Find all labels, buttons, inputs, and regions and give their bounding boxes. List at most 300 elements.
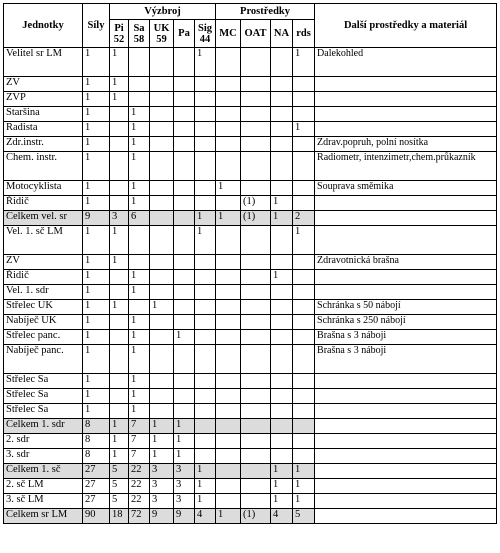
cell-pa: 9	[174, 509, 195, 524]
cell-oat: (1)	[241, 509, 271, 524]
cell-name: ZV	[4, 255, 83, 270]
cell-sa: 1	[129, 285, 150, 300]
table-row	[4, 137, 497, 152]
cell-pi: 1	[110, 226, 129, 255]
cell-pa	[174, 181, 195, 196]
cell-extra	[315, 107, 497, 122]
cell-uk	[150, 152, 174, 181]
header-na: NA	[271, 20, 293, 48]
cell-sa: 1	[129, 315, 150, 330]
cell-extra	[315, 464, 497, 479]
cell-rds	[293, 315, 315, 330]
total-row	[4, 509, 497, 524]
cell-sa: 7	[129, 449, 150, 464]
cell-extra	[315, 404, 497, 419]
cell-sily: 1	[83, 152, 110, 181]
cell-na	[271, 92, 293, 107]
header-oat: OAT	[241, 20, 271, 48]
cell-sig: 1	[195, 464, 216, 479]
cell-uk	[150, 107, 174, 122]
cell-pa	[174, 255, 195, 270]
cell-sily: 8	[83, 449, 110, 464]
cell-uk	[150, 196, 174, 211]
cell-sily: 1	[83, 285, 110, 300]
cell-mc	[216, 315, 241, 330]
table-row	[4, 152, 497, 181]
cell-mc	[216, 300, 241, 315]
cell-na	[271, 107, 293, 122]
cell-sa	[129, 300, 150, 315]
cell-name: Řidič	[4, 270, 83, 285]
cell-name: 3. sč LM	[4, 494, 83, 509]
cell-extra	[315, 389, 497, 404]
cell-na	[271, 152, 293, 181]
cell-pa	[174, 270, 195, 285]
cell-na	[271, 285, 293, 300]
cell-oat	[241, 464, 271, 479]
cell-name: Celkem 1. sč	[4, 464, 83, 479]
cell-pa: 1	[174, 419, 195, 434]
cell-sig	[195, 285, 216, 300]
table-row	[4, 270, 497, 285]
cell-sa: 7	[129, 434, 150, 449]
cell-mc: 1	[216, 211, 241, 226]
cell-name: Staršina	[4, 107, 83, 122]
cell-name: Střelec panc.	[4, 330, 83, 345]
cell-uk: 9	[150, 509, 174, 524]
cell-uk	[150, 404, 174, 419]
table-row	[4, 107, 497, 122]
cell-name: Chem. instr.	[4, 152, 83, 181]
cell-uk	[150, 137, 174, 152]
cell-sa	[129, 226, 150, 255]
cell-sily: 1	[83, 48, 110, 77]
cell-sa: 1	[129, 137, 150, 152]
cell-oat	[241, 226, 271, 255]
cell-oat	[241, 479, 271, 494]
cell-pi	[110, 137, 129, 152]
cell-na	[271, 137, 293, 152]
cell-na	[271, 434, 293, 449]
cell-mc	[216, 77, 241, 92]
cell-pi: 18	[110, 509, 129, 524]
cell-sily: 1	[83, 181, 110, 196]
table-row	[4, 300, 497, 315]
cell-extra	[315, 449, 497, 464]
cell-na	[271, 449, 293, 464]
cell-sily: 1	[83, 122, 110, 137]
cell-na: 1	[271, 479, 293, 494]
cell-rds: 1	[293, 494, 315, 509]
cell-sily: 8	[83, 434, 110, 449]
cell-na: 1	[271, 494, 293, 509]
cell-name: Střelec Sa	[4, 389, 83, 404]
table-row	[4, 479, 497, 494]
cell-na	[271, 48, 293, 77]
cell-sily: 1	[83, 255, 110, 270]
cell-rds	[293, 434, 315, 449]
cell-extra	[315, 419, 497, 434]
cell-pi: 1	[110, 48, 129, 77]
total-row	[4, 464, 497, 479]
cell-rds: 2	[293, 211, 315, 226]
cell-rds	[293, 404, 315, 419]
cell-mc	[216, 270, 241, 285]
table-row	[4, 449, 497, 464]
cell-rds: 1	[293, 464, 315, 479]
cell-pa	[174, 226, 195, 255]
cell-rds	[293, 92, 315, 107]
cell-sa: 22	[129, 494, 150, 509]
cell-sig	[195, 92, 216, 107]
cell-pi: 5	[110, 479, 129, 494]
total-row	[4, 211, 497, 226]
cell-pi: 1	[110, 419, 129, 434]
header-prostredky: Prostředky	[216, 4, 315, 20]
cell-mc	[216, 374, 241, 389]
cell-sily: 1	[83, 345, 110, 374]
cell-oat	[241, 404, 271, 419]
cell-uk	[150, 345, 174, 374]
table-row	[4, 48, 497, 77]
cell-uk	[150, 315, 174, 330]
cell-mc	[216, 330, 241, 345]
cell-rds: 5	[293, 509, 315, 524]
cell-name: Velitel sr LM	[4, 48, 83, 77]
cell-rds	[293, 330, 315, 345]
cell-pa: 3	[174, 479, 195, 494]
cell-na	[271, 404, 293, 419]
cell-extra: Brašna s 3 náboji	[315, 345, 497, 374]
cell-sily: 27	[83, 479, 110, 494]
cell-uk	[150, 181, 174, 196]
cell-oat	[241, 449, 271, 464]
cell-na	[271, 181, 293, 196]
cell-pa: 1	[174, 330, 195, 345]
table-row	[4, 330, 497, 345]
header-sa: Sa 58	[129, 20, 150, 48]
cell-oat	[241, 48, 271, 77]
table-row	[4, 374, 497, 389]
cell-name: 3. sdr	[4, 449, 83, 464]
cell-uk: 1	[150, 449, 174, 464]
cell-sily: 1	[83, 300, 110, 315]
cell-oat	[241, 389, 271, 404]
cell-sily: 1	[83, 404, 110, 419]
cell-sig	[195, 181, 216, 196]
cell-extra: Zdrav.popruh, polní nosítka	[315, 137, 497, 152]
cell-na: 1	[271, 196, 293, 211]
cell-sig	[195, 300, 216, 315]
table-row	[4, 122, 497, 137]
cell-sig: 1	[195, 494, 216, 509]
cell-rds	[293, 374, 315, 389]
cell-sa: 72	[129, 509, 150, 524]
cell-pi: 1	[110, 434, 129, 449]
cell-mc	[216, 449, 241, 464]
cell-extra	[315, 122, 497, 137]
cell-oat	[241, 181, 271, 196]
cell-na	[271, 374, 293, 389]
cell-rds	[293, 389, 315, 404]
cell-sig: 1	[195, 211, 216, 226]
table-row	[4, 494, 497, 509]
cell-rds	[293, 77, 315, 92]
cell-rds	[293, 449, 315, 464]
cell-rds: 1	[293, 226, 315, 255]
cell-sily: 1	[83, 315, 110, 330]
cell-oat	[241, 77, 271, 92]
cell-uk	[150, 122, 174, 137]
cell-oat	[241, 92, 271, 107]
cell-pa	[174, 389, 195, 404]
cell-sa: 1	[129, 152, 150, 181]
cell-sily: 1	[83, 330, 110, 345]
table-row	[4, 92, 497, 107]
cell-na: 1	[271, 270, 293, 285]
cell-name: Motocyklista	[4, 181, 83, 196]
cell-rds	[293, 300, 315, 315]
cell-extra	[315, 479, 497, 494]
cell-sa: 1	[129, 330, 150, 345]
cell-rds	[293, 137, 315, 152]
cell-uk: 1	[150, 419, 174, 434]
cell-oat	[241, 315, 271, 330]
cell-pi: 1	[110, 255, 129, 270]
header-sily: Síly	[83, 4, 110, 48]
cell-pi	[110, 122, 129, 137]
cell-mc	[216, 494, 241, 509]
cell-na	[271, 77, 293, 92]
cell-na: 4	[271, 509, 293, 524]
table-row	[4, 434, 497, 449]
cell-oat	[241, 270, 271, 285]
cell-name: Střelec Sa	[4, 374, 83, 389]
cell-uk: 1	[150, 434, 174, 449]
cell-sa	[129, 92, 150, 107]
cell-oat	[241, 255, 271, 270]
cell-name: Celkem 1. sdr	[4, 419, 83, 434]
cell-oat	[241, 300, 271, 315]
cell-sily: 1	[83, 137, 110, 152]
cell-sa	[129, 255, 150, 270]
cell-pi: 1	[110, 300, 129, 315]
cell-sa: 22	[129, 479, 150, 494]
header-pi: Pi 52	[110, 20, 129, 48]
table-row	[4, 181, 497, 196]
table-body	[4, 48, 497, 524]
table-row	[4, 255, 497, 270]
cell-pa	[174, 285, 195, 300]
cell-sa: 1	[129, 181, 150, 196]
cell-name: Vel. 1. sč LM	[4, 226, 83, 255]
cell-name: Celkem sr LM	[4, 509, 83, 524]
cell-uk	[150, 389, 174, 404]
cell-uk	[150, 270, 174, 285]
cell-sily: 90	[83, 509, 110, 524]
cell-sig: 1	[195, 48, 216, 77]
cell-rds: 1	[293, 48, 315, 77]
cell-mc	[216, 92, 241, 107]
cell-pi	[110, 330, 129, 345]
cell-pi	[110, 345, 129, 374]
cell-mc	[216, 345, 241, 374]
cell-uk	[150, 255, 174, 270]
cell-sa: 6	[129, 211, 150, 226]
cell-pa	[174, 77, 195, 92]
cell-name: Zdr.instr.	[4, 137, 83, 152]
cell-mc	[216, 404, 241, 419]
cell-sa: 1	[129, 404, 150, 419]
cell-sig	[195, 152, 216, 181]
cell-sily: 1	[83, 196, 110, 211]
cell-uk: 3	[150, 494, 174, 509]
table-row	[4, 77, 497, 92]
cell-pi	[110, 404, 129, 419]
cell-pi	[110, 374, 129, 389]
cell-oat: (1)	[241, 196, 271, 211]
cell-pa	[174, 211, 195, 226]
cell-sily: 1	[83, 77, 110, 92]
units-table	[3, 3, 497, 524]
cell-na	[271, 389, 293, 404]
cell-oat	[241, 137, 271, 152]
cell-sily: 1	[83, 389, 110, 404]
cell-sa: 1	[129, 107, 150, 122]
cell-sig: 1	[195, 226, 216, 255]
cell-sily: 1	[83, 226, 110, 255]
cell-pi: 5	[110, 494, 129, 509]
table-row	[4, 389, 497, 404]
cell-sig: 1	[195, 479, 216, 494]
cell-sig	[195, 107, 216, 122]
cell-pi	[110, 152, 129, 181]
cell-extra: Dalekohled	[315, 48, 497, 77]
cell-mc	[216, 419, 241, 434]
cell-extra	[315, 270, 497, 285]
cell-mc	[216, 48, 241, 77]
cell-na	[271, 300, 293, 315]
cell-rds	[293, 196, 315, 211]
cell-uk: 3	[150, 464, 174, 479]
cell-sa: 1	[129, 374, 150, 389]
cell-rds	[293, 181, 315, 196]
cell-oat	[241, 122, 271, 137]
table-row	[4, 285, 497, 300]
cell-pa: 3	[174, 464, 195, 479]
cell-name: ZV	[4, 77, 83, 92]
total-row	[4, 419, 497, 434]
cell-extra: Souprava směmika	[315, 181, 497, 196]
cell-pa	[174, 122, 195, 137]
header-vyzbroj: Výzbroj	[110, 4, 216, 20]
header-uk: UK 59	[150, 20, 174, 48]
cell-name: 2. sč LM	[4, 479, 83, 494]
cell-rds	[293, 270, 315, 285]
cell-name: Střelec Sa	[4, 404, 83, 419]
cell-pi: 5	[110, 464, 129, 479]
cell-mc	[216, 285, 241, 300]
cell-oat	[241, 152, 271, 181]
cell-name: Radista	[4, 122, 83, 137]
header-sig: Sig 44	[195, 20, 216, 48]
cell-mc	[216, 122, 241, 137]
cell-uk	[150, 48, 174, 77]
cell-extra: Radiometr, intenzimetr,chem.průkazník	[315, 152, 497, 181]
cell-pa: 3	[174, 494, 195, 509]
cell-na	[271, 226, 293, 255]
cell-oat	[241, 285, 271, 300]
cell-na	[271, 330, 293, 345]
header-jednotky: Jednotky	[4, 4, 83, 48]
cell-mc	[216, 389, 241, 404]
cell-pa	[174, 315, 195, 330]
cell-na	[271, 419, 293, 434]
cell-sig	[195, 330, 216, 345]
cell-name: Řidič	[4, 196, 83, 211]
cell-extra	[315, 374, 497, 389]
cell-pi	[110, 181, 129, 196]
cell-pa	[174, 345, 195, 374]
cell-sig	[195, 196, 216, 211]
cell-mc	[216, 464, 241, 479]
cell-oat	[241, 434, 271, 449]
cell-uk	[150, 374, 174, 389]
cell-na	[271, 345, 293, 374]
cell-name: Střelec UK	[4, 300, 83, 315]
cell-uk: 1	[150, 300, 174, 315]
cell-sig	[195, 255, 216, 270]
cell-oat	[241, 494, 271, 509]
cell-extra: Zdravotnická brašna	[315, 255, 497, 270]
table-row	[4, 226, 497, 255]
cell-extra	[315, 434, 497, 449]
table-row	[4, 196, 497, 211]
cell-name: ZVP	[4, 92, 83, 107]
cell-pi	[110, 285, 129, 300]
cell-pi	[110, 107, 129, 122]
cell-pi	[110, 196, 129, 211]
cell-name: Celkem vel. sr	[4, 211, 83, 226]
cell-mc: 1	[216, 181, 241, 196]
cell-sig	[195, 389, 216, 404]
cell-pi: 1	[110, 77, 129, 92]
cell-mc	[216, 137, 241, 152]
cell-na: 1	[271, 464, 293, 479]
cell-sily: 1	[83, 270, 110, 285]
cell-sa	[129, 48, 150, 77]
cell-rds	[293, 255, 315, 270]
cell-oat	[241, 345, 271, 374]
cell-pa	[174, 137, 195, 152]
cell-pi	[110, 315, 129, 330]
cell-sily: 8	[83, 419, 110, 434]
cell-pa	[174, 374, 195, 389]
cell-sa	[129, 77, 150, 92]
cell-sig	[195, 449, 216, 464]
cell-uk	[150, 285, 174, 300]
cell-pi	[110, 270, 129, 285]
cell-uk	[150, 211, 174, 226]
cell-rds: 1	[293, 479, 315, 494]
cell-name: Vel. 1. sdr	[4, 285, 83, 300]
cell-extra	[315, 211, 497, 226]
cell-sa: 1	[129, 196, 150, 211]
table-row	[4, 345, 497, 374]
cell-extra	[315, 494, 497, 509]
cell-oat	[241, 374, 271, 389]
cell-sig	[195, 77, 216, 92]
